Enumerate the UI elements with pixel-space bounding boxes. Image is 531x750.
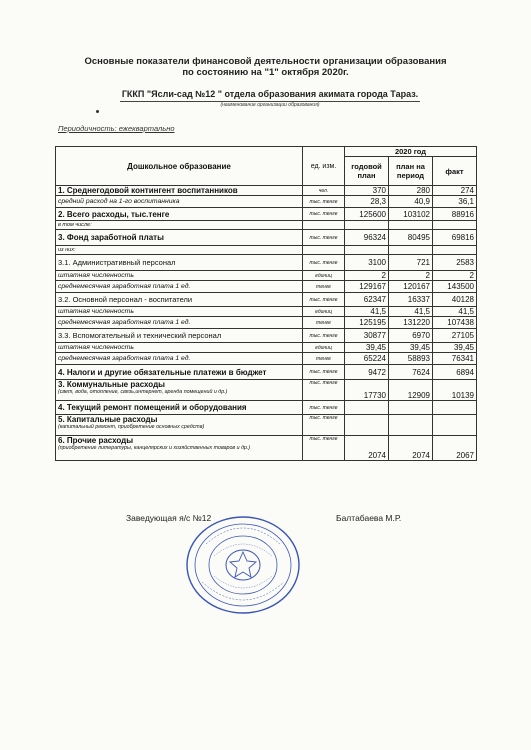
row-value-period: 40,9 bbox=[389, 196, 433, 208]
row-label-cell bbox=[56, 436, 303, 461]
row-value-fact: 36,1 bbox=[433, 196, 477, 208]
row-label: из них: bbox=[58, 247, 76, 253]
row-value-fact: 40128 bbox=[433, 293, 477, 307]
row-value-period: 2074 bbox=[389, 436, 433, 461]
row-value-plan: 3100 bbox=[345, 255, 389, 271]
row-unit: чел. bbox=[303, 186, 345, 196]
row-value-plan: 129167 bbox=[345, 281, 389, 293]
row-value-plan: 9472 bbox=[345, 365, 389, 380]
row-value-fact: 76341 bbox=[433, 353, 477, 365]
row-value-period bbox=[389, 246, 433, 255]
table-row bbox=[56, 281, 477, 293]
row-label-cell bbox=[56, 380, 303, 401]
row-unit: тыс. тенге bbox=[303, 196, 345, 208]
row-value-plan bbox=[345, 221, 389, 230]
document-title-line2: по состоянию на "1" октября 2020г. bbox=[182, 67, 349, 78]
row-label-cell bbox=[56, 186, 303, 196]
row-label-cell bbox=[56, 329, 303, 343]
row-label-cell bbox=[56, 281, 303, 293]
table-row bbox=[56, 415, 477, 436]
row-unit: единиц bbox=[303, 271, 345, 281]
row-unit: тыс. тенге bbox=[303, 230, 345, 246]
row-unit bbox=[303, 246, 345, 255]
row-label: штатная численность bbox=[58, 344, 134, 351]
row-value-fact: 107438 bbox=[433, 317, 477, 329]
table-row bbox=[56, 436, 477, 461]
row-value-period: 80495 bbox=[389, 230, 433, 246]
row-unit: тыс. тенге bbox=[303, 415, 345, 436]
row-label: штатная численность bbox=[58, 272, 134, 279]
table-row bbox=[56, 246, 477, 255]
row-label-cell bbox=[56, 317, 303, 329]
row-unit: тенге bbox=[303, 353, 345, 365]
row-label-cell bbox=[56, 401, 303, 415]
row-label-cell bbox=[56, 208, 303, 221]
signatory-name: Балтабаева М.Р. bbox=[336, 513, 402, 523]
row-value-plan bbox=[345, 246, 389, 255]
table-row bbox=[56, 307, 477, 317]
table-row bbox=[56, 221, 477, 230]
financial-indicators-table bbox=[55, 146, 477, 461]
row-value-fact: 2583 bbox=[433, 255, 477, 271]
table-row bbox=[56, 317, 477, 329]
row-value-plan: 28,3 bbox=[345, 196, 389, 208]
row-value-period: 103102 bbox=[389, 208, 433, 221]
row-value-fact: 41,5 bbox=[433, 307, 477, 317]
table-body bbox=[56, 186, 477, 461]
row-value-plan bbox=[345, 415, 389, 436]
row-value-period: 721 bbox=[389, 255, 433, 271]
row-value-period bbox=[389, 401, 433, 415]
row-value-plan: 41,5 bbox=[345, 307, 389, 317]
row-value-plan: 65224 bbox=[345, 353, 389, 365]
row-value-plan: 125600 bbox=[345, 208, 389, 221]
row-value-fact bbox=[433, 415, 477, 436]
row-value-period bbox=[389, 221, 433, 230]
row-value-plan bbox=[345, 401, 389, 415]
row-unit: тенге bbox=[303, 281, 345, 293]
row-unit: тыс. тенге bbox=[303, 255, 345, 271]
row-label: 5. Капитальные расходы bbox=[58, 415, 158, 424]
row-label: среднемесячная заработная плата 1 ед. bbox=[58, 283, 191, 290]
row-value-plan: 125195 bbox=[345, 317, 389, 329]
row-label-cell bbox=[56, 343, 303, 353]
table-row bbox=[56, 353, 477, 365]
row-value-plan: 2 bbox=[345, 271, 389, 281]
signatory-position: Заведующая я/с №12 bbox=[126, 513, 212, 523]
table-row bbox=[56, 401, 477, 415]
row-label: 3. Коммунальные расходы bbox=[58, 380, 165, 389]
table-row bbox=[56, 271, 477, 281]
row-label: в том числе: bbox=[58, 222, 92, 228]
row-value-fact: 6894 bbox=[433, 365, 477, 380]
row-sublabel: (свет, вода, отопление, связь,интернет, аренда помещений и др.) bbox=[58, 389, 228, 395]
table-row bbox=[56, 329, 477, 343]
row-value-period: 2 bbox=[389, 271, 433, 281]
row-value-period: 131220 bbox=[389, 317, 433, 329]
table-row bbox=[56, 255, 477, 271]
row-unit: тыс. тенге bbox=[303, 436, 345, 461]
table-row bbox=[56, 380, 477, 401]
row-value-plan: 39,45 bbox=[345, 343, 389, 353]
row-label: 1. Среднегодовой контингент воспитанников bbox=[58, 186, 238, 195]
header-fact: факт bbox=[433, 157, 477, 186]
row-label: 3.3. Вспомогательный и технический персонал bbox=[58, 331, 222, 340]
row-label-cell bbox=[56, 196, 303, 208]
row-value-period: 6970 bbox=[389, 329, 433, 343]
row-label-cell bbox=[56, 293, 303, 307]
header-unit: ед. изм. bbox=[303, 147, 345, 186]
row-label: штатная численность bbox=[58, 308, 134, 315]
row-unit: тенге bbox=[303, 317, 345, 329]
organization-caption: (наименование организации образования) bbox=[220, 102, 320, 108]
row-value-plan: 62347 bbox=[345, 293, 389, 307]
row-value-period: 120167 bbox=[389, 281, 433, 293]
row-value-period: 12909 bbox=[389, 380, 433, 401]
row-label-cell bbox=[56, 415, 303, 436]
row-unit: тыс. тенге bbox=[303, 365, 345, 380]
row-value-period: 7624 bbox=[389, 365, 433, 380]
round-seal-icon bbox=[184, 514, 302, 616]
row-label-cell bbox=[56, 365, 303, 380]
row-sublabel: (приобретение литературы, канцелярских и хозяйственных товаров и др.) bbox=[58, 445, 251, 451]
row-label: 3.2. Основной персонал - воспитатели bbox=[58, 295, 193, 304]
row-value-fact: 2067 bbox=[433, 436, 477, 461]
table-row bbox=[56, 365, 477, 380]
row-label-cell bbox=[56, 246, 303, 255]
row-label: 4. Текущий ремонт помещений и оборудования bbox=[58, 403, 247, 412]
header-annual-plan: годовой план bbox=[345, 157, 389, 186]
row-value-plan: 17730 bbox=[345, 380, 389, 401]
row-label-cell bbox=[56, 271, 303, 281]
row-label: 3. Фонд заработной платы bbox=[58, 233, 164, 242]
row-value-period: 280 bbox=[389, 186, 433, 196]
row-value-period: 41,5 bbox=[389, 307, 433, 317]
row-value-period bbox=[389, 415, 433, 436]
row-value-fact bbox=[433, 246, 477, 255]
row-value-fact: 143500 bbox=[433, 281, 477, 293]
row-value-period: 39,45 bbox=[389, 343, 433, 353]
row-value-fact: 39,45 bbox=[433, 343, 477, 353]
table-row bbox=[56, 343, 477, 353]
row-unit: тыс. тенге bbox=[303, 329, 345, 343]
row-value-fact: 88916 bbox=[433, 208, 477, 221]
table-row bbox=[56, 186, 477, 196]
row-label-cell bbox=[56, 307, 303, 317]
organization-name: ГККП "Ясли-сад №12 " отдела образования акимата города Тараз. bbox=[121, 89, 419, 99]
row-value-fact bbox=[433, 401, 477, 415]
row-label: 2. Всего расходы, тыс.тенге bbox=[58, 209, 170, 219]
periodicity-label: Периодичность: ежеквартально bbox=[58, 124, 175, 133]
row-label: 6. Прочие расходы bbox=[58, 436, 134, 445]
row-value-fact bbox=[433, 221, 477, 230]
table-row bbox=[56, 230, 477, 246]
table-row bbox=[56, 196, 477, 208]
header-period-plan: план на период bbox=[389, 157, 433, 186]
row-label-cell bbox=[56, 255, 303, 271]
row-value-plan: 2074 bbox=[345, 436, 389, 461]
header-education-type: Дошкольное образование bbox=[56, 147, 303, 186]
row-unit: тыс. тенге bbox=[303, 293, 345, 307]
row-unit: тыс. тенге bbox=[303, 401, 345, 415]
row-label: 4. Налоги и другие обязательные платежи в бюджет bbox=[58, 367, 267, 377]
document-title-line1: Основные показатели финансовой деятельности организации образования bbox=[84, 56, 447, 67]
row-value-fact: 2 bbox=[433, 271, 477, 281]
row-label: среднемесячная заработная плата 1 ед. bbox=[58, 355, 191, 362]
row-sublabel: (капитальный ремонт, приобретение основных средств) bbox=[58, 424, 205, 430]
row-value-period: 16337 bbox=[389, 293, 433, 307]
row-value-fact: 27105 bbox=[433, 329, 477, 343]
table-row bbox=[56, 208, 477, 221]
row-value-plan: 370 bbox=[345, 186, 389, 196]
row-unit: тыс. тенге bbox=[303, 380, 345, 401]
table-row bbox=[56, 293, 477, 307]
row-unit: единиц bbox=[303, 343, 345, 353]
row-label: средний расход на 1-го воспитанника bbox=[58, 198, 180, 205]
bullet-dot bbox=[96, 110, 99, 113]
row-value-fact: 274 bbox=[433, 186, 477, 196]
header-year: 2020 год bbox=[345, 147, 477, 157]
row-value-fact: 10139 bbox=[433, 380, 477, 401]
row-value-plan: 96324 bbox=[345, 230, 389, 246]
row-value-period: 58893 bbox=[389, 353, 433, 365]
row-label: среднемесячная заработная плата 1 ед. bbox=[58, 319, 191, 326]
row-label-cell bbox=[56, 353, 303, 365]
row-label-cell bbox=[56, 230, 303, 246]
row-unit: единиц bbox=[303, 307, 345, 317]
row-unit: тыс. тенге bbox=[303, 208, 345, 221]
row-unit bbox=[303, 221, 345, 230]
row-label: 3.1. Административный персонал bbox=[58, 258, 176, 267]
row-value-fact: 69816 bbox=[433, 230, 477, 246]
row-value-plan: 30877 bbox=[345, 329, 389, 343]
row-label-cell bbox=[56, 221, 303, 230]
